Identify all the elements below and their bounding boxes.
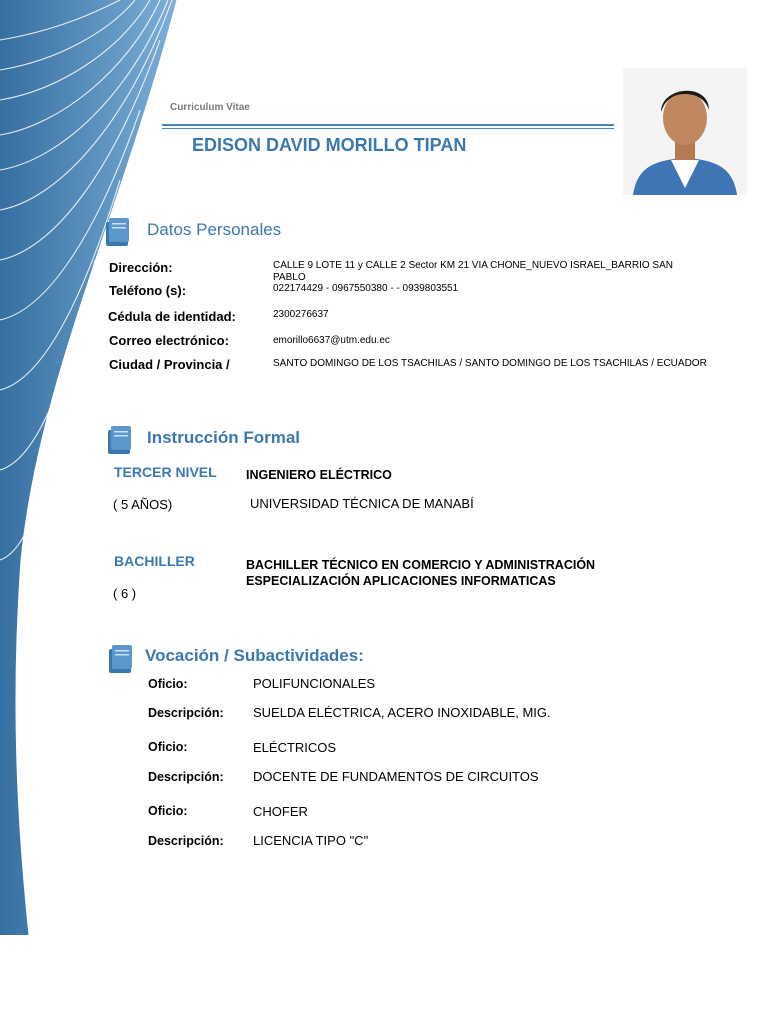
candidate-name: EDISON DAVID MORILLO TIPAN (192, 135, 467, 155)
folder-icon (106, 424, 134, 456)
oficio-label: Oficio: (148, 804, 188, 818)
folder-icon (107, 643, 135, 675)
field-label-city: Ciudad / Provincia / (109, 357, 230, 372)
field-value-id: 2300276637 (273, 309, 329, 320)
descripcion-value: SUELDA ELÉCTRICA, ACERO INOXIDABLE, MIG. (253, 705, 551, 720)
education-degree: BACHILLER TÉCNICO EN COMERCIO Y ADMINISTRACIÓN ESPECIALIZACIÓN APLICACIONES INFORMATICAS (246, 558, 596, 588)
field-value-address: CALLE 9 LOTE 11 y CALLE 2 Sector KM 21 VIA CHONE_NUEVO ISRAEL_BARRIO SAN PABLO (273, 260, 673, 283)
education-duration: ( 5 AÑOS) (113, 497, 173, 512)
education-degree: INGENIERO ELÉCTRICO (246, 468, 392, 482)
oficio-value: CHOFER (253, 804, 308, 819)
profile-photo (623, 68, 747, 195)
field-label-id: Cédula de identidad: (108, 309, 236, 324)
field-value-phone: 022174429 - 0967550380 - - 0939803551 (273, 283, 459, 294)
oficio-value: POLIFUNCIONALES (253, 676, 376, 691)
education-institution: UNIVERSIDAD TÉCNICA DE MANABÍ (250, 496, 474, 511)
header-rule-thin (162, 128, 614, 129)
descripcion-label: Descripción: (148, 770, 224, 784)
descripcion-label: Descripción: (148, 706, 224, 720)
descripcion-label: Descripción: (148, 834, 224, 848)
oficio-label: Oficio: (148, 740, 188, 754)
folder-icon (104, 216, 132, 248)
field-label-email: Correo electrónico: (109, 333, 229, 348)
section-title-education: Instrucción Formal (147, 428, 301, 447)
education-duration: ( 6 ) (113, 586, 137, 601)
header-rule (162, 124, 614, 126)
oficio-label: Oficio: (148, 677, 188, 691)
document-kicker: Curriculum Vitae (170, 102, 250, 113)
field-value-email: emorillo6637@utm.edu.ec (273, 335, 390, 346)
section-title-vocation: Vocación / Subactividades: (145, 646, 364, 665)
field-label-phone: Teléfono (s): (109, 283, 187, 298)
section-title-personal: Datos Personales (147, 220, 282, 239)
oficio-value: ELÉCTRICOS (253, 740, 337, 755)
field-value-city: SANTO DOMINGO DE LOS TSACHILAS / SANTO DOMINGO DE LOS TSACHILAS / ECUADOR (273, 358, 707, 369)
field-label-address: Dirección: (109, 260, 173, 275)
education-level: BACHILLER (114, 553, 195, 569)
education-level: TERCER NIVEL (114, 464, 217, 480)
descripcion-value: DOCENTE DE FUNDAMENTOS DE CIRCUITOS (253, 769, 539, 784)
descripcion-value: LICENCIA TIPO "C" (253, 833, 369, 848)
